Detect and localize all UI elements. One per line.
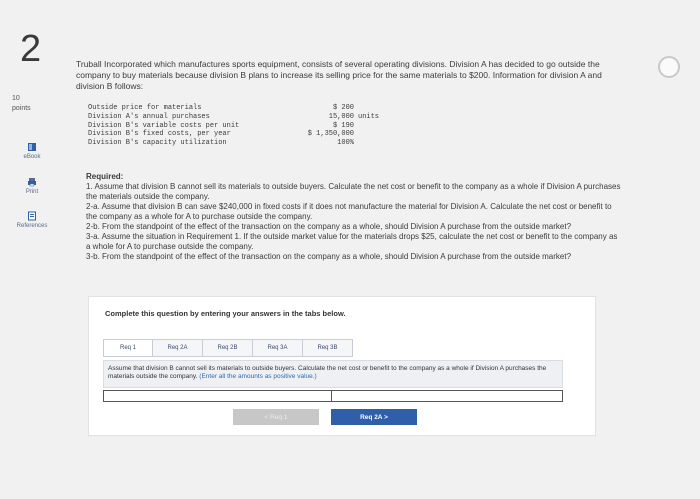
required-item: 2-b. From the standpoint of the effect of the transaction on the company as a whole, should Division A purchase from the outside market? <box>86 222 572 231</box>
question-intro: Truball Incorporated which manufactures sports equipment, consists of several operating divisions. Division A has decided to go outside the company to buy materials because division B plans to increase its selling price for the same materials to $200. Information for division A and division B follows: <box>76 59 602 91</box>
sidebar-print[interactable] <box>0 177 64 195</box>
refresh-icon[interactable] <box>658 56 680 78</box>
param-value: $ 200 <box>332 104 354 112</box>
instruction-note: (Enter all the amounts as positive value.) <box>199 373 317 380</box>
answer-input-row[interactable] <box>103 390 563 402</box>
next-req-button[interactable]: Req 2A > <box>331 409 417 425</box>
sidebar-print-label: Print <box>25 189 39 195</box>
param-label: Division B's capacity utilization <box>88 139 227 148</box>
param-unit: units <box>358 112 380 121</box>
param-label: Division B's variable costs per unit <box>88 121 240 130</box>
param-label: Division A's annual purchases <box>88 112 210 121</box>
table-row <box>88 139 384 148</box>
param-value: 15,000 <box>328 112 354 121</box>
tab-req-2b[interactable]: Req 2B <box>203 339 253 357</box>
table-row <box>88 122 384 131</box>
required-item: 3-a. Assume the situation in Requirement 1. If the outside market value for the materials drops $25, calculate the net cost or benefit to the company as a whole for A to purchase outside the company. <box>86 232 618 251</box>
param-value: $ 1,350,000 <box>307 130 354 139</box>
instruction-text: Assume that division B cannot sell its materials to outside buyers. Calculate the net cost or benefit to the company as a whole if Division A purchases the materials outside the company. <box>108 365 547 380</box>
references-icon <box>27 211 37 221</box>
param-label: Division B's fixed costs, per year <box>88 130 231 139</box>
table-row <box>88 113 384 122</box>
question-number: 2 <box>20 28 42 70</box>
points-label: points <box>12 105 31 112</box>
prev-req-button[interactable]: < Req 1 <box>233 409 319 425</box>
panel-title: Complete this question by entering your answers in the tabs below. <box>105 309 346 318</box>
printer-icon <box>27 177 37 187</box>
required-heading: Required: <box>86 172 124 181</box>
required-item: 2-a. Assume that division B can save $240,000 in fixed costs if it does not manufacture the material for Division A. Calculate the net cost or benefit to the company as a whole for A to purchase outside the company. <box>86 202 612 221</box>
answer-label-cell[interactable] <box>104 391 332 401</box>
answer-panel <box>88 296 596 436</box>
book-icon <box>27 142 37 152</box>
required-item: 3-b. From the standpoint of the effect of the transaction on the company as a whole, should Division A purchase from the outside market? <box>86 252 572 261</box>
param-unit <box>354 139 384 148</box>
sidebar-references[interactable] <box>0 211 64 229</box>
tab-instruction <box>103 360 563 388</box>
points-value: 10 <box>12 95 20 102</box>
param-value: $ 190 <box>332 121 354 130</box>
req-tabs <box>103 339 361 357</box>
tab-req-3a[interactable]: Req 3A <box>253 339 303 357</box>
param-value: 100% <box>337 139 354 148</box>
param-unit <box>354 122 384 131</box>
sidebar-ebook[interactable] <box>0 142 64 160</box>
sidebar-references-label: References <box>16 223 48 229</box>
param-unit <box>354 130 384 139</box>
points-indicator <box>12 94 42 114</box>
param-label: Outside price for materials <box>88 104 202 112</box>
table-row <box>88 130 384 139</box>
tab-req-3b[interactable]: Req 3B <box>303 339 353 357</box>
table-row <box>88 104 384 113</box>
sidebar-ebook-label: eBook <box>23 154 41 160</box>
tab-req-2a[interactable]: Req 2A <box>153 339 203 357</box>
required-item: 1. Assume that division B cannot sell its materials to outside buyers. Calculate the net cost or benefit to the company as a whole if Division A purchases the materials outside the company. <box>86 182 621 201</box>
param-unit <box>354 104 384 113</box>
params-table <box>88 104 384 148</box>
tab-req-1[interactable]: Req 1 <box>103 339 153 357</box>
required-section <box>86 172 622 262</box>
